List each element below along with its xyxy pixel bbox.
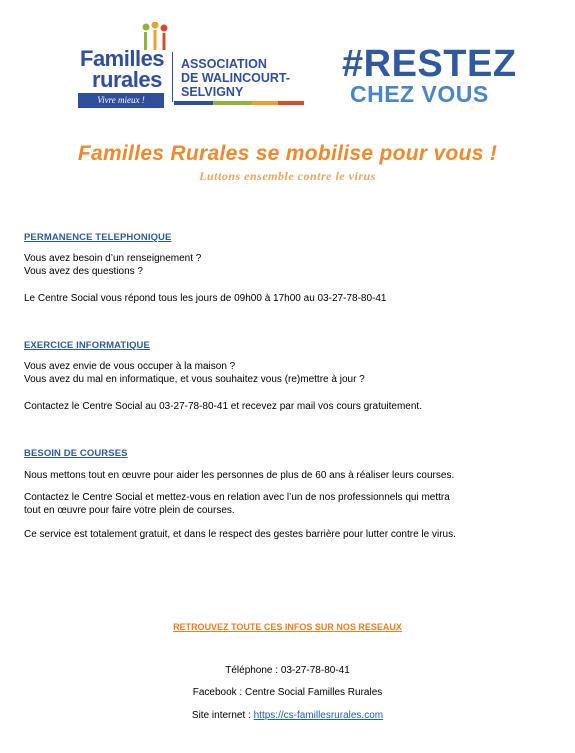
section-text: Le Centre Social vous répond tous les jours de 09h00 à 17h00 au 03-27-78-80-41 bbox=[24, 293, 387, 304]
hashtag-chez-vous: CHEZ VOUS bbox=[350, 81, 489, 107]
website-link[interactable]: https://cs-famillesrurales.com bbox=[253, 710, 384, 721]
association-name-line-2: DE WALINCOURT- bbox=[181, 71, 291, 85]
page-title: Familles Rurales se mobilise pour vous ! bbox=[77, 142, 498, 165]
familles-rurales-logo bbox=[78, 22, 308, 108]
section-text: Vous avez du mal en informatique, et vous souhaitez vous (re)mettre à jour ? bbox=[24, 374, 365, 385]
section-text: Vous avez envie de vous occuper à la maison ? bbox=[24, 361, 236, 372]
section-heading-permanence: PERMANENCE TELEPHONIQUE bbox=[24, 232, 172, 243]
association-name-line-1: ASSOCIATION bbox=[181, 57, 267, 71]
footer-facebook: Facebook : Centre Social Familles Rurales bbox=[192, 687, 383, 698]
footer-website bbox=[0, 710, 575, 721]
footer-phone: Téléphone : 03-27-78-80-41 bbox=[225, 665, 350, 676]
section-text: Ce service est totalement gratuit, et dans le respect des gestes barrière pour lutter contre le virus. bbox=[24, 529, 456, 540]
logo-text-rurales: rurales bbox=[92, 67, 162, 92]
section-text: Nous mettons tout en œuvre pour aider les personnes de plus de 60 ans à réaliser leurs courses. bbox=[24, 470, 455, 481]
page-subtitle: Luttons ensemble contre le virus bbox=[199, 169, 376, 183]
hashtag-restez: #RESTEZ bbox=[342, 43, 517, 85]
section-text: tout en œuvre pour faire votre plein de courses. bbox=[24, 505, 235, 516]
logo-tagline: Vivre mieux ! bbox=[78, 93, 164, 108]
section-heading-informatique: EXERCICE INFORMATIQUE bbox=[24, 340, 150, 351]
section-text: Contactez le Centre Social au 03-27-78-80-41 et recevez par mail vos cours gratuitement. bbox=[24, 401, 422, 412]
networks-heading-link[interactable]: RETROUVEZ TOUTE CES INFOS SUR NOS RESEAUX bbox=[173, 622, 402, 632]
logo-color-bar bbox=[174, 101, 304, 105]
logo-divider bbox=[172, 52, 173, 102]
association-name-line-3: SELVIGNY bbox=[181, 85, 244, 99]
section-text: Vous avez besoin d’un renseignement ? bbox=[24, 253, 202, 264]
website-label: Site internet : bbox=[191, 710, 254, 721]
logo-text-familles: Familles bbox=[80, 46, 165, 71]
section-text: Vous avez des questions ? bbox=[24, 266, 143, 277]
section-text: Contactez le Centre Social et mettez-vous en relation avec l’un de nos professionnels qui mettra bbox=[24, 492, 450, 503]
section-heading-courses: BESOIN DE COURSES bbox=[24, 448, 128, 459]
